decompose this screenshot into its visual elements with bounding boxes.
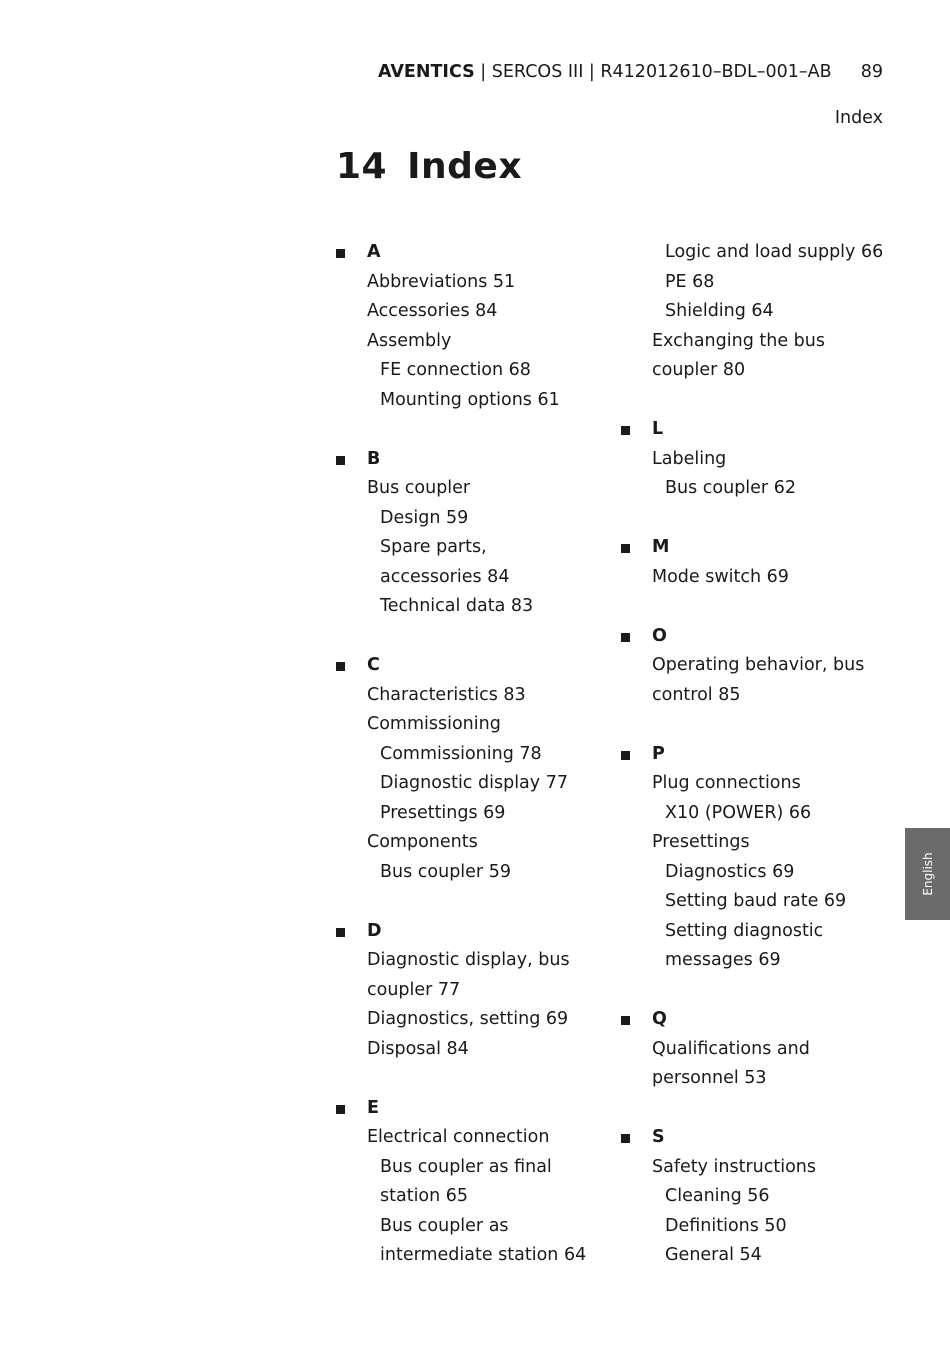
square-bullet-icon — [621, 1134, 630, 1143]
index-subentry: Logic and load supply 66 — [665, 242, 884, 262]
index-entry: Diagnostics, setting 69 — [367, 1009, 569, 1029]
index-subentry: Bus coupler 62 — [665, 478, 796, 498]
index-subentry: Diagnostics 69 — [665, 861, 795, 882]
index-entry: coupler 80 — [652, 360, 746, 380]
index-group — [336, 238, 606, 415]
language-tab-label: English — [920, 852, 935, 896]
index-group — [621, 1123, 891, 1271]
index-subentry: Mounting options 61 — [380, 389, 560, 410]
index-letter-heading — [336, 651, 606, 681]
index-letter: Q — [652, 1009, 667, 1029]
index-letter-heading — [621, 415, 891, 445]
index-entry: coupler 77 — [367, 979, 461, 1000]
index-letter: S — [652, 1127, 665, 1147]
index-group — [336, 917, 606, 1065]
square-bullet-icon — [336, 249, 345, 258]
index-subentry: Shielding 64 — [665, 301, 774, 321]
square-bullet-icon — [621, 544, 630, 553]
index-entry: Presettings — [652, 832, 750, 852]
chapter-title — [336, 146, 522, 187]
index-entry: Accessories 84 — [367, 301, 498, 321]
index-subentry: Commissioning 78 — [380, 743, 542, 764]
index-letter: A — [367, 242, 381, 262]
index-subentry: General 54 — [665, 1245, 762, 1265]
index-entry: Labeling — [652, 448, 727, 469]
square-bullet-icon — [336, 928, 345, 937]
index-letter: L — [652, 419, 664, 439]
index-group — [336, 651, 606, 887]
index-subentry: Bus coupler as final — [380, 1156, 552, 1177]
index-column-left — [336, 238, 606, 1300]
page-number: 89 — [860, 62, 883, 82]
index-subentry: station 65 — [380, 1186, 469, 1206]
index-entry: Qualifications and — [652, 1038, 810, 1059]
index-letter: P — [652, 743, 665, 764]
index-entry: Exchanging the bus — [652, 330, 825, 351]
chapter-number: 14 — [336, 146, 388, 187]
index-group — [621, 533, 891, 592]
index-entry: Commissioning — [367, 714, 501, 734]
index-letter-heading — [621, 740, 891, 770]
index-group — [621, 622, 891, 711]
brand-name: AVENTICS — [378, 62, 475, 82]
index-subentry: messages 69 — [665, 950, 781, 970]
index-subentry: Design 59 — [380, 507, 469, 528]
square-bullet-icon — [336, 1105, 345, 1114]
index-letter-heading — [621, 533, 891, 563]
index-subentry: Diagnostic display 77 — [380, 773, 568, 793]
index-letter-heading — [336, 1094, 606, 1124]
index-entry: Disposal 84 — [367, 1038, 469, 1059]
index-subentry: accessories 84 — [380, 566, 510, 587]
index-entry: control 85 — [652, 684, 741, 705]
index-letter: E — [367, 1097, 379, 1118]
section-label: Index — [834, 108, 883, 128]
index-letter-heading — [336, 238, 606, 268]
index-letter: M — [652, 537, 670, 557]
index-letter: D — [367, 920, 382, 941]
index-subentry: X10 (POWER) 66 — [665, 802, 812, 823]
index-entry: Abbreviations 51 — [367, 271, 516, 292]
index-entry: Characteristics 83 — [367, 684, 526, 705]
chapter-title-text: Index — [407, 146, 523, 187]
square-bullet-icon — [621, 1016, 630, 1025]
index-entry: Diagnostic display, bus — [367, 950, 570, 970]
index-subentry: Bus coupler as — [380, 1215, 509, 1236]
index-subentry: Setting baud rate 69 — [665, 891, 847, 911]
index-entry: Components — [367, 832, 478, 852]
index-subentry: Technical data 83 — [380, 596, 534, 616]
square-bullet-icon — [621, 751, 630, 760]
index-entry: Operating behavior, bus — [652, 655, 865, 675]
index-entry: Assembly — [367, 330, 452, 351]
square-bullet-icon — [336, 456, 345, 465]
index-entry: Plug connections — [652, 773, 801, 793]
index-group — [336, 1094, 606, 1271]
index-subentry: Definitions 50 — [665, 1215, 787, 1236]
language-tab[interactable] — [905, 828, 950, 920]
index-letter: C — [367, 655, 380, 675]
index-entry: Electrical connection — [367, 1127, 550, 1147]
square-bullet-icon — [621, 633, 630, 642]
index-subentry: PE 68 — [665, 271, 715, 292]
index-subentry: FE connection 68 — [380, 360, 531, 380]
index-subentry: Presettings 69 — [380, 802, 506, 823]
square-bullet-icon — [336, 662, 345, 671]
index-subentry: Cleaning 56 — [665, 1186, 770, 1206]
index-letter-heading — [621, 622, 891, 652]
index-entry: Safety instructions — [652, 1156, 817, 1177]
index-group — [621, 415, 891, 504]
running-header — [378, 62, 883, 86]
index-group-continued — [621, 238, 891, 386]
index-subentry: Bus coupler 59 — [380, 861, 511, 882]
square-bullet-icon — [621, 426, 630, 435]
index-letter-heading — [621, 1123, 891, 1153]
index-letter: O — [652, 625, 667, 646]
index-group — [621, 1005, 891, 1094]
index-entry: personnel 53 — [652, 1068, 767, 1088]
index-group — [336, 445, 606, 622]
index-subentry: intermediate station 64 — [380, 1245, 587, 1265]
index-letter-heading — [621, 1005, 891, 1035]
index-subentry: Spare parts, — [380, 537, 487, 557]
index-entry: Mode switch 69 — [652, 566, 789, 587]
index-letter-heading — [336, 917, 606, 947]
index-group — [621, 740, 891, 976]
index-column-right — [621, 238, 891, 1300]
index-letter-heading — [336, 445, 606, 475]
document-info: | SERCOS III | R412012610–BDL–001–AB — [474, 62, 832, 82]
index-entry: Bus coupler — [367, 478, 471, 498]
index-subentry: Setting diagnostic — [665, 920, 824, 941]
index-letter: B — [367, 448, 381, 469]
